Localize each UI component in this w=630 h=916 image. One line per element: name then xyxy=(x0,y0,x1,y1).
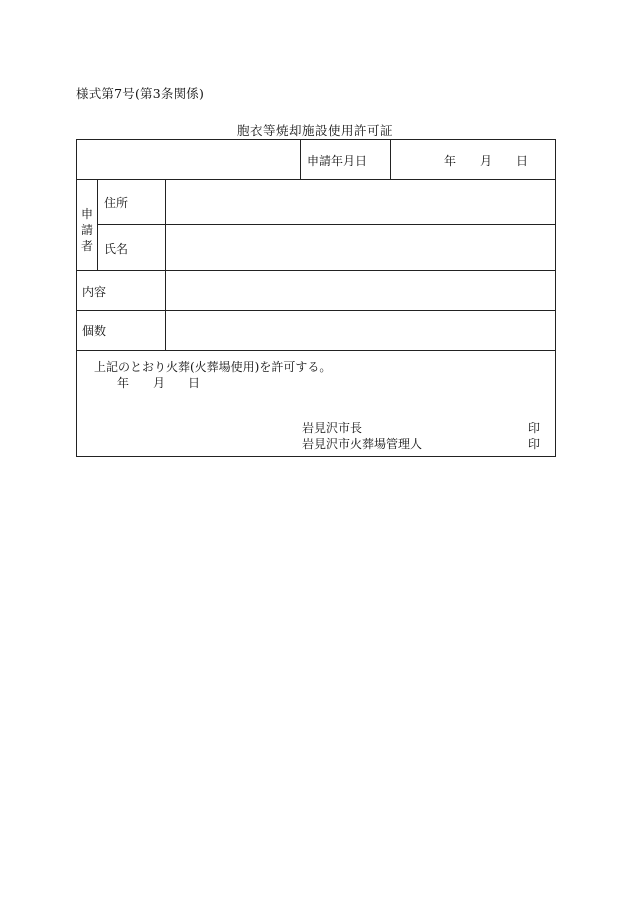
content-field[interactable] xyxy=(172,283,552,299)
applicant-char-1: 申 xyxy=(80,207,93,221)
signer-mayor: 岩見沢市長 xyxy=(302,421,363,435)
permission-date-year: 年 xyxy=(117,376,130,390)
application-date-year: 年 xyxy=(444,154,457,168)
permission-statement: 上記のとおり火葬(火葬場使用)を許可する。 xyxy=(94,360,332,374)
signer-crematorium-manager: 岩見沢市火葬場管理人 xyxy=(302,437,423,451)
row-divider-date xyxy=(76,179,556,180)
name-label: 氏名 xyxy=(104,242,129,256)
address-field[interactable] xyxy=(172,194,552,210)
document-title: 胞衣等焼却施設使用許可証 xyxy=(236,123,393,138)
row-divider-quantity xyxy=(76,350,556,351)
applicant-char-2: 請 xyxy=(80,223,93,237)
permission-date-day: 日 xyxy=(188,376,201,390)
quantity-label: 個数 xyxy=(82,324,107,338)
application-date-month: 月 xyxy=(480,154,493,168)
application-date-day: 日 xyxy=(516,154,529,168)
col-divider-date-value xyxy=(390,139,391,179)
applicant-char-3: 者 xyxy=(80,239,93,253)
permission-date-month: 月 xyxy=(153,376,166,390)
application-date-label: 申請年月日 xyxy=(307,154,368,168)
col-divider-labels xyxy=(165,179,166,350)
content-label: 内容 xyxy=(82,285,107,299)
row-divider-content xyxy=(76,310,556,311)
name-field[interactable] xyxy=(172,240,552,256)
quantity-field[interactable] xyxy=(172,322,552,338)
col-divider-date-label xyxy=(300,139,301,179)
address-label: 住所 xyxy=(104,196,129,210)
applicant-group-label xyxy=(80,206,94,254)
row-divider-applicant xyxy=(76,270,556,271)
col-divider-applicant-group xyxy=(97,179,98,270)
form-number: 様式第7号(第3条関係) xyxy=(76,86,205,101)
seal-mark-mayor: 印 xyxy=(528,421,541,435)
seal-mark-manager: 印 xyxy=(528,437,541,451)
